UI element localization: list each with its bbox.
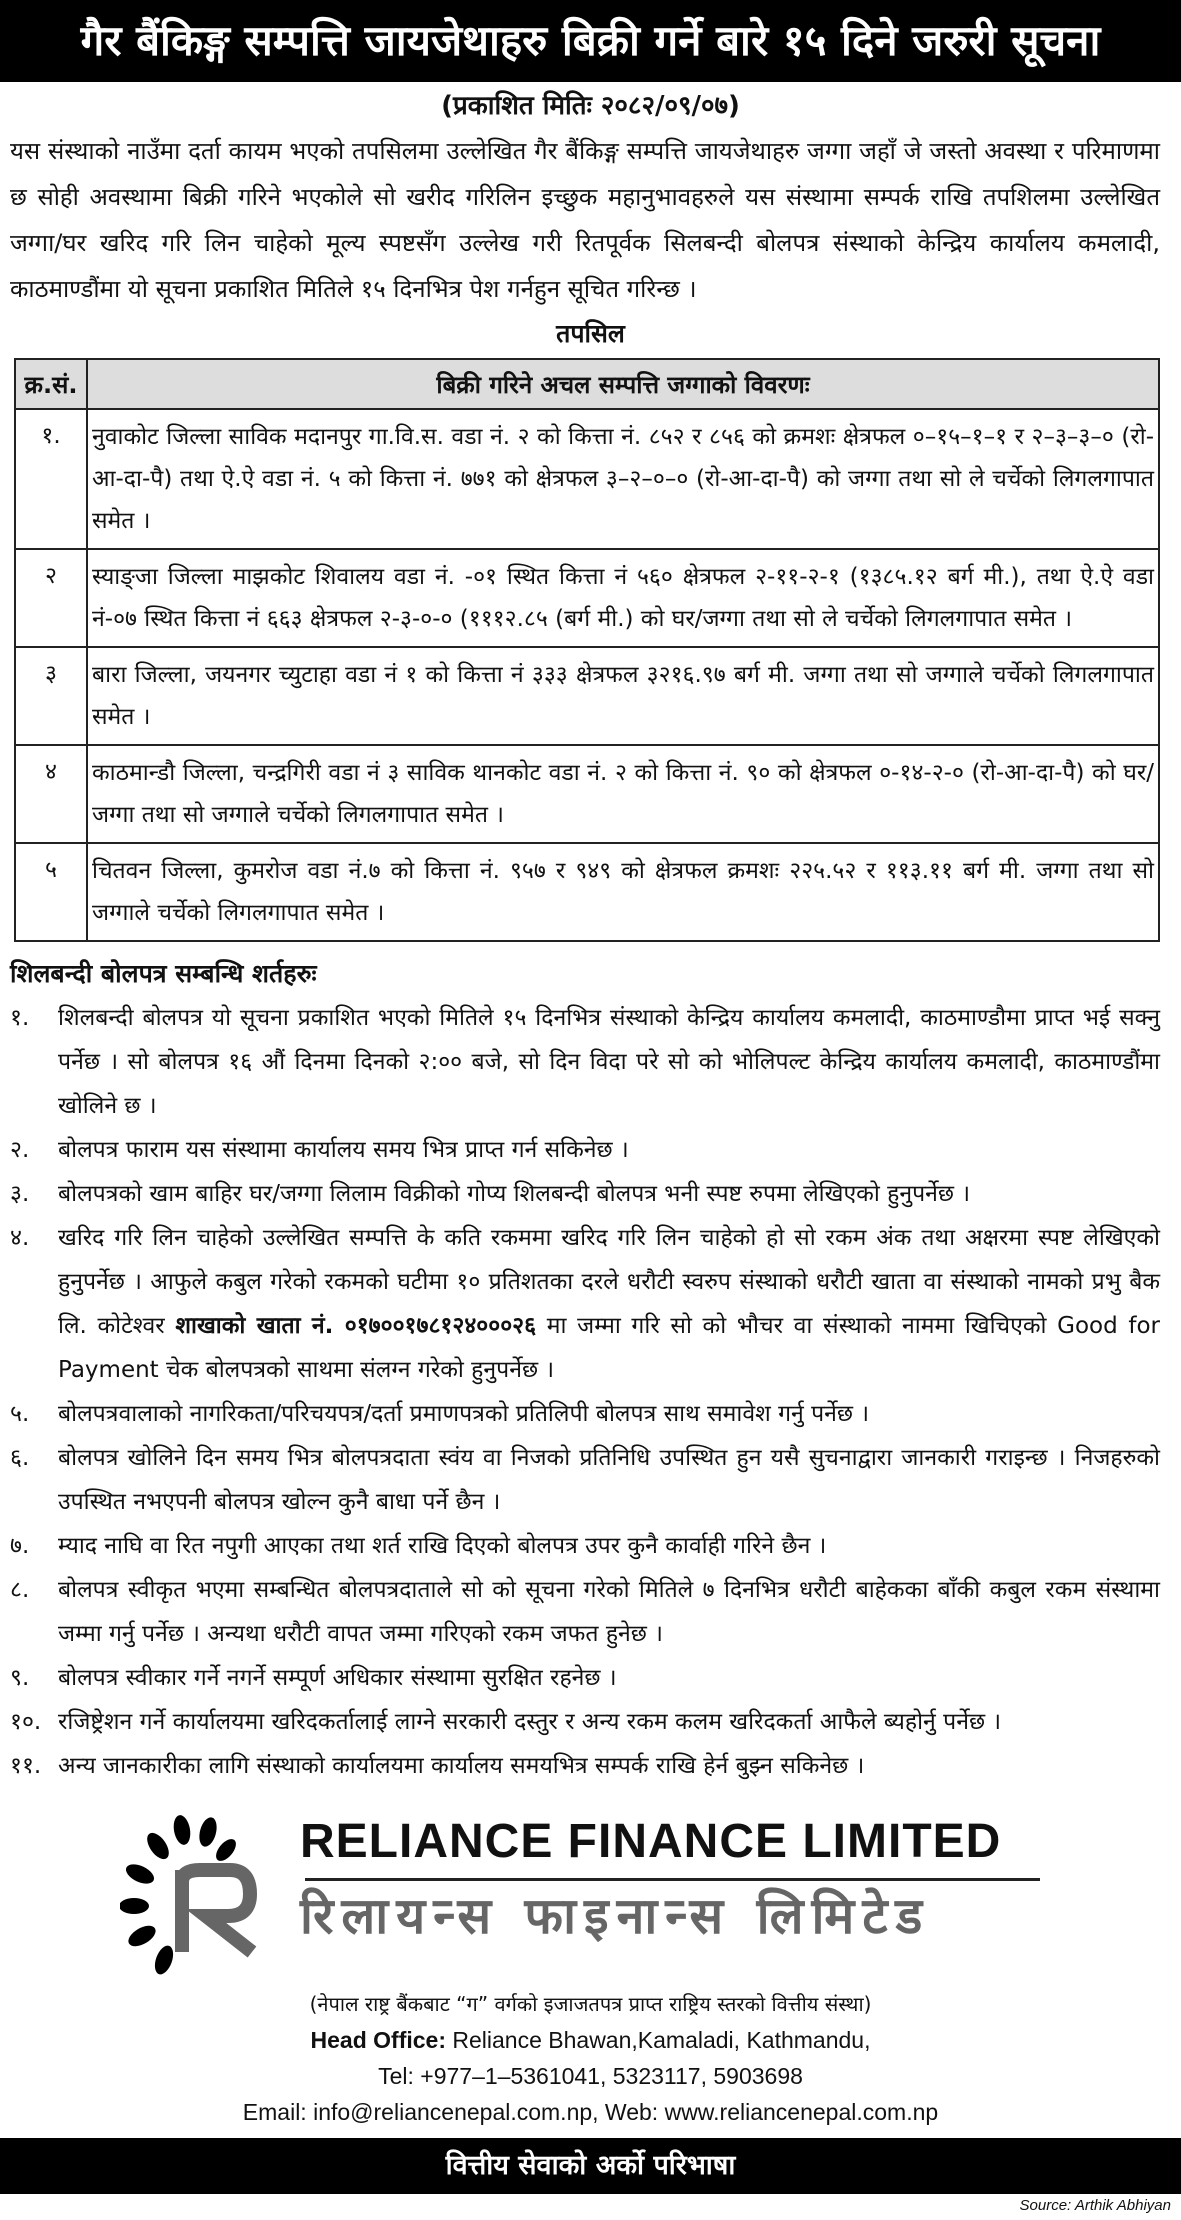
term-number: २. bbox=[10, 1137, 30, 1163]
published-date: (प्रकाशित मितिः २०८२/०९/०७) bbox=[441, 91, 740, 121]
row-desc: नुवाकोट जिल्ला साविक मदानपुर गा.वि.स. वडा नं. २ को कित्ता नं. ८५२ र ८५६ को क्रमशः क्षेत्रफल ०–१५–१–१ र २–३–३–० (रो-आ-दा-पै) तथा ऐ.ऐ वडा नं. ५ को कित्ता नं. ७७१ को क्षेत्रफल ३–२–०–० (रो-आ-दा-पै) को जग्गा तथा सो ले चर्चेको लिगलगापात समेत । bbox=[87, 409, 1159, 549]
term-text: शिलबन्दी बोलपत्र यो सूचना प्रकाशित भएको मितिले १५ दिनभित्र संस्थाको केन्द्रिय कार्यालय कमलादी, काठमाण्डौमा प्राप्त भई सक्नु पर्नेछ । सो बोलपत्र १६ औं दिनमा दिनको २:०० बजे, सो दिन विदा परे सो को भोलिपल्ट केन्द्रिय कार्यालय कमलादी, काठमाण्डौंमा खोलिने छ । bbox=[58, 1005, 1160, 1119]
brand-text bbox=[300, 1812, 1060, 1951]
schedule-title: तपसिल bbox=[556, 319, 625, 348]
col-header-desc: बिक्री गरिने अचल सम्पत्ति जग्गाको विवरणः bbox=[87, 359, 1159, 409]
company-name-np: रिलायन्स फाइनान्स लिमिटेड bbox=[300, 1887, 931, 1945]
reliance-logo-icon bbox=[120, 1812, 270, 1982]
term-number: ५. bbox=[10, 1401, 30, 1427]
account-number: शाखाको खाता नं. ०१७००१७८१२४०००२६ bbox=[175, 1313, 537, 1339]
list-item bbox=[10, 1568, 1160, 1656]
term-number: ८. bbox=[10, 1577, 30, 1603]
row-desc: बारा जिल्ला, जयनगर च्युटाहा वडा नं १ को कित्ता नं ३३३ क्षेत्रफल ३२१६.९७ बर्ग मी. जग्गा तथा सो जग्गाले चर्चेको लिगलगापात समेत । bbox=[87, 647, 1159, 745]
term-text: बोलपत्र खोलिने दिन समय भित्र बोलपत्रदाता स्वंय वा निजको प्रतिनिधि उपस्थित हुन यसै सुचनाद्वारा जानकारी गराइन्छ । निजहरुको उपस्थित नभएपनी बोलपत्र खोल्न कुनै बाधा पर्ने छैन । bbox=[58, 1445, 1160, 1515]
term-text: बोलपत्रको खाम बाहिर घर/जग्गा लिलाम विक्रीको गोप्य शिलबन्दी बोलपत्र भनी स्पष्ट रुपमा लेखिएको हुनुपर्नेछ । bbox=[58, 1181, 971, 1207]
company-name-en: RELIANCE FINANCE LIMITED bbox=[300, 1815, 1002, 1868]
table-row bbox=[15, 843, 1159, 941]
term-number: १०. bbox=[10, 1709, 42, 1735]
term-number: १. bbox=[10, 1005, 30, 1031]
term-number: ९. bbox=[10, 1665, 30, 1691]
head-office-address: Reliance Bhawan,Kamaladi, Kathmandu, bbox=[452, 2027, 871, 2053]
term-text-b: मा जम्मा गरि सो को भौचर वा संस्थाको नाममा खिचिएको Good for Payment चेक बोलपत्रको साथमा संलग्न गरेको हुनुपर्नेछ । bbox=[58, 1313, 1160, 1383]
table-row bbox=[15, 745, 1159, 843]
term-text-a: खरिद गरि लिन चाहेको उल्लेखित सम्पत्ति के कति रकममा खरिद गरि लिन चाहेको हो सो रकम अंक तथा अक्षरमा स्पष्ट लेखिएको हुनुपर्नेछ । आफुले कबुल गरेको रकमको घटीमा १० प्रतिशतका दरले धरौटी स्वरुप संस्थाको धरौटी खाता वा संस्थाको नामको प्रभु बैक लि. कोटेश्वर bbox=[58, 1225, 1160, 1339]
list-item bbox=[10, 1744, 1160, 1788]
row-desc: चितवन जिल्ला, कुमरोज वडा नं.७ को कित्ता नं. ९५७ र ९४९ को क्षेत्रफल क्रमशः २२५.५२ र ११३.११ बर्ग मी. जग्गा तथा सो जग्गाले चर्चेको लिगलगापात समेत । bbox=[87, 843, 1159, 941]
term-number: ३. bbox=[10, 1181, 30, 1207]
row-sn: ४ bbox=[15, 745, 87, 843]
property-table bbox=[14, 358, 1160, 942]
row-desc: स्याङ्जा जिल्ला माझकोट शिवालय वडा नं. -०१ स्थित कित्ता नं ५६० क्षेत्रफल २-११-२-१ (१३८५.१२ बर्ग मी.), तथा ऐ.ऐ वडा नं-०७ स्थित कित्ता नं ६६३ क्षेत्रफल २-३-०-० (१११२.८५ (बर्ग मी.) को घर/जग्गा तथा सो ले चर्चेको लिगलगापात समेत । bbox=[87, 549, 1159, 647]
list-item bbox=[10, 996, 1160, 1128]
term-text: रजिष्ट्रेशन गर्ने कार्यालयमा खरिदकर्तालाई लाग्ने सरकारी दस्तुर र अन्य रकम कलम खरिदकर्ता आफैले ब्यहोर्नु पर्नेछ । bbox=[58, 1709, 1002, 1735]
list-item bbox=[10, 1172, 1160, 1216]
row-sn: १. bbox=[15, 409, 87, 549]
email-web: Email: info@reliancenepal.com.np, Web: www.reliancenepal.com.np bbox=[242, 2099, 939, 2125]
term-number: ६. bbox=[10, 1445, 30, 1471]
term-text: बोलपत्रवालाको नागरिकता/परिचयपत्र/दर्ता प्रमाणपत्रको प्रतिलिपी बोलपत्र साथ समावेश गर्नु पर्नेछ । bbox=[58, 1401, 870, 1427]
term-text bbox=[58, 1216, 1160, 1392]
source-credit: Source: Arthik Abhiyan bbox=[1019, 2197, 1171, 2214]
terms-list bbox=[10, 996, 1160, 1788]
table-row bbox=[15, 409, 1159, 549]
col-header-sn: क्र.सं. bbox=[15, 359, 87, 409]
row-sn: ५ bbox=[15, 843, 87, 941]
notice-title: गैर बैंकिङ्ग सम्पत्ति जायजेथाहरु बिक्री गर्ने बारे १५ दिने जरुरी सूचना bbox=[0, 0, 1181, 82]
term-number: ४. bbox=[10, 1225, 30, 1251]
list-item bbox=[10, 1216, 1160, 1392]
term-text: बोलपत्र स्वीकृत भएमा सम्बन्धित बोलपत्रदाताले सो को सूचना गरेको मितिले ७ दिनभित्र धरौटी बाहेकका बाँकी कबुल रकम संस्थामा जम्मा गर्नु पर्नेछ । अन्यथा धरौटी वापत जम्मा गरिएको रकम जफत हुनेछ । bbox=[58, 1577, 1160, 1647]
brand-block bbox=[120, 1812, 1181, 1982]
row-sn: २ bbox=[15, 549, 87, 647]
list-item bbox=[10, 1436, 1160, 1524]
term-text: म्याद नाघि वा रित नपुगी आएका तथा शर्त राखि दिएको बोलपत्र उपर कुनै कार्वाही गरिने छैन । bbox=[58, 1533, 827, 1559]
license-note: (नेपाल राष्ट्र बैंकबाट “ग” वर्गको इजाजतपत्र प्राप्त राष्ट्रिय स्तरको वित्तीय संस्था) bbox=[309, 1992, 872, 2016]
head-office-label: Head Office: bbox=[310, 2027, 446, 2053]
list-item bbox=[10, 1524, 1160, 1568]
terms-heading: शिलबन्दी बोलपत्र सम्बन्धि शर्तहरुः bbox=[10, 959, 317, 988]
tagline: वित्तीय सेवाको अर्को परिभाषा bbox=[0, 2138, 1181, 2194]
list-item bbox=[10, 1656, 1160, 1700]
term-number: ११. bbox=[10, 1753, 42, 1779]
head-office bbox=[0, 2022, 1181, 2058]
list-item bbox=[10, 1128, 1160, 1172]
term-text: बोलपत्र फाराम यस संस्थामा कार्यालय समय भित्र प्राप्त गर्न सकिनेछ । bbox=[58, 1137, 629, 1163]
table-row bbox=[15, 647, 1159, 745]
term-number: ७. bbox=[10, 1533, 30, 1559]
row-desc: काठमान्डौ जिल्ला, चन्द्रगिरी वडा नं ३ साविक थानकोट वडा नं. २ को कित्ता नं. ९० को क्षेत्रफल ०-१४-२-० (रो-आ-दा-पै) को घर/जग्गा तथा सो जग्गाले चर्चेको लिगलगापात समेत । bbox=[87, 745, 1159, 843]
table-row bbox=[15, 549, 1159, 647]
list-item bbox=[10, 1700, 1160, 1744]
telephone: Tel: +977–1–5361041, 5323117, 5903698 bbox=[378, 2063, 803, 2089]
table-header-row bbox=[15, 359, 1159, 409]
row-sn: ३ bbox=[15, 647, 87, 745]
intro-paragraph: यस संस्थाको नाउँमा दर्ता कायम भएको तपसिलमा उल्लेखित गैर बैंकिङ्ग सम्पत्ति जायजेथाहरु जग्गा जहाँ जे जस्तो अवस्था र परिमाणमा छ सोही अवस्थामा बिक्री गरिने भएकोले सो खरीद गरिलिन इच्छुक महानुभावहरुले यस संस्थामा सम्पर्क राखि तपशिलमा उल्लेखित जग्गा/घर खरिद गरि लिन चाहेको मूल्य स्पष्टसँग उल्लेख गरी रितपूर्वक सिलबन्दी बोलपत्र संस्थाको केन्द्रिय कार्यालय कमलादी, काठमाण्डौंमा यो सूचना प्रकाशित मितिले १५ दिनभित्र पेश गर्नहुन सूचित गरिन्छ । bbox=[10, 137, 1160, 303]
list-item bbox=[10, 1392, 1160, 1436]
term-text: अन्य जानकारीका लागि संस्थाको कार्यालयमा कार्यालय समयभित्र सम्पर्क राखि हेर्न बुझ्न सकिनेछ । bbox=[58, 1753, 865, 1779]
term-text: बोलपत्र स्वीकार गर्ने नगर्ने सम्पूर्ण अधिकार संस्थामा सुरक्षित रहनेछ । bbox=[58, 1665, 617, 1691]
